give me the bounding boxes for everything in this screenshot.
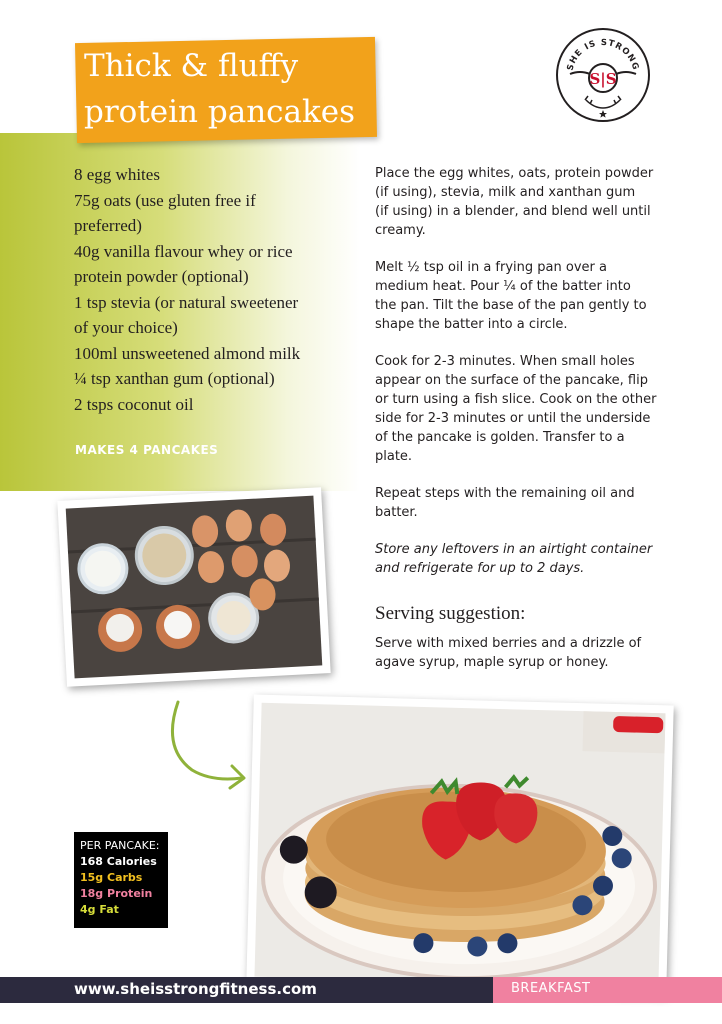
ingredient-line: 1 tsp stevia (or natural sweetener	[74, 292, 299, 312]
method-step-4	[375, 484, 675, 522]
method-step-3	[375, 352, 675, 466]
text-line: Place the egg whites, oats, protein powder	[375, 166, 654, 181]
ingredient-line: 100ml unsweetened almond milk	[74, 343, 301, 363]
text-line: or turn using a fish slice. Cook on the other	[375, 392, 657, 407]
pancakes-photo-illustration	[246, 695, 673, 996]
nutrition-calories: 168 Calories	[80, 855, 157, 868]
recipe-title-line-1: Thick & fluffy	[84, 48, 299, 84]
nutrition-box	[74, 832, 168, 928]
ingredients-list	[74, 162, 354, 417]
ingredient-line: ¼ tsp xanthan gum (optional)	[74, 369, 275, 388]
method-step-1	[375, 164, 675, 240]
logo-arc-text: SHE IS STRONG	[565, 37, 641, 72]
serving-suggestion-heading: Serving suggestion:	[375, 603, 526, 624]
ingredient-line: 8 egg whites	[74, 165, 160, 184]
method-step-2	[375, 258, 675, 334]
ingredient-line: of your choice)	[74, 318, 178, 337]
ingredients-photo-illustration	[57, 487, 330, 687]
pancakes-photo	[246, 695, 673, 996]
text-line: (if using) in a blender, and blend well until	[375, 204, 651, 219]
text-line: Cook for 2-3 minutes. When small holes	[375, 354, 635, 369]
text-line: creamy.	[375, 223, 426, 238]
nutrition-fat: 4g Fat	[80, 903, 119, 916]
text-line: side for 2-3 minutes or until the underside	[375, 411, 651, 426]
ingredients-photo	[57, 487, 330, 687]
ingredient-line: protein powder (optional)	[74, 267, 249, 286]
logo-emblem-icon	[558, 30, 648, 120]
storage-note	[375, 540, 675, 578]
logo-monogram: S|S	[589, 70, 617, 88]
ingredient-line: preferred)	[74, 216, 142, 235]
text-line: Repeat steps with the remaining oil and	[375, 486, 635, 501]
text-line: (if using), stevia, milk and xanthan gum	[375, 185, 636, 200]
nutrition-protein: 18g Protein	[80, 887, 153, 900]
she-is-strong-logo	[556, 28, 650, 122]
text-line: batter.	[375, 505, 418, 520]
text-line: shape the batter into a circle.	[375, 317, 568, 332]
curved-arrow-icon	[160, 696, 260, 796]
text-line: agave syrup, maple syrup or honey.	[375, 655, 609, 670]
text-line: of the pancake is golden. Transfer to a	[375, 430, 625, 445]
text-line: medium heat. Pour ¼ of the batter into	[375, 279, 631, 294]
text-line: and refrigerate for up to 2 days.	[375, 561, 585, 576]
footer-website-link[interactable]: www.sheisstrongfitness.com	[74, 980, 317, 998]
nutrition-header: PER PANCAKE:	[80, 839, 160, 852]
ingredient-line: 2 tsps coconut oil	[74, 394, 194, 414]
ingredient-line: 75g oats (use gluten free if	[74, 190, 256, 210]
text-line: Serve with mixed berries and a drizzle of	[375, 636, 642, 651]
nutrition-carbs: 15g Carbs	[80, 871, 143, 884]
text-line: Melt ½ tsp oil in a frying pan over a	[375, 260, 607, 275]
text-line: plate.	[375, 449, 413, 464]
recipe-title-line-2: protein pancakes	[84, 94, 356, 130]
serving-suggestion-text	[375, 634, 641, 672]
text-line: the pan. Tilt the base of the pan gently to	[375, 298, 647, 313]
category-label: BREAKFAST	[511, 981, 591, 996]
text-line: Store any leftovers in an airtight container	[375, 542, 653, 557]
servings-label: MAKES 4 PANCAKES	[75, 443, 219, 457]
method-text	[375, 164, 675, 596]
ingredient-line: 40g vanilla flavour whey or rice	[74, 241, 293, 261]
text-line: appear on the surface of the pancake, flip	[375, 373, 648, 388]
